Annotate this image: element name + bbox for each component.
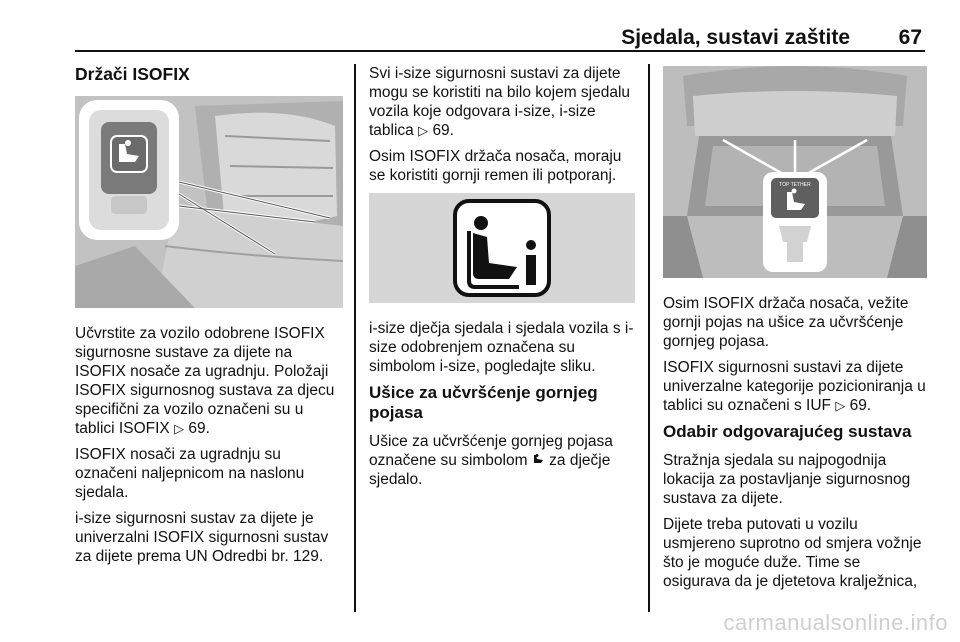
column-3	[663, 64, 927, 598]
watermark: carmanualsonline.info	[723, 610, 948, 635]
ref-arrow-icon: ▷	[418, 123, 429, 138]
header-rule	[75, 50, 925, 52]
column-1	[75, 64, 343, 573]
column-divider-2	[648, 64, 650, 612]
isize-symbol-text: i-size dječja sjedala i sjedala vozila s i-size odobrenjem označena su simbolom i-size, pogledajte sliku.	[369, 320, 634, 375]
section-heading-isofix: Držači ISOFIX	[75, 64, 190, 84]
rearward-facing-text: Dijete treba putovati u vozilu usmjereno suprotno od smjera vožnje što je moguće duže. Time se osigurava da je djetetova kralježnica,	[663, 516, 922, 590]
tether-requirement-text: Osim ISOFIX držača nosača, moraju se koristiti gornji remen ili potporanj.	[369, 148, 622, 184]
page-number: 67	[898, 26, 922, 49]
figure-trunk-tether	[663, 66, 927, 278]
section-heading-tether: Ušice za učvršćenje gornjeg pojasa	[369, 383, 598, 422]
isize-usage-ref: 69.	[432, 122, 454, 139]
tether-attach-text: Osim ISOFIX držača nosača, vežite gornji pojas na ušice za učvršćenje gornjeg pojasa.	[663, 295, 909, 350]
isofix-seat-illustration	[75, 96, 343, 308]
tether-badge-label: TOP TETHER	[779, 182, 811, 188]
column-divider-1	[354, 64, 356, 612]
column-2	[369, 64, 635, 496]
iuf-text: ISOFIX sigurnosni sustavi za dijete univerzalne kategorije pozicioniranja u tablici su označeni s IUF	[663, 359, 926, 414]
isize-usage-text: Svi i-size sigurnosni sustavi za dijete mogu se koristiti na bilo kojem sjedalu vozila koje odgovara i-size, i-size tablica	[369, 65, 631, 139]
isize-icon	[455, 201, 549, 295]
ref-arrow-icon: ▷	[835, 398, 846, 413]
ref-arrow-icon: ▷	[174, 421, 185, 436]
page-header-title: Sjedala, sustavi zaštite	[621, 26, 850, 49]
trunk-tether-illustration	[663, 66, 927, 278]
isofix-intro-ref: 69.	[188, 420, 210, 437]
tether-symbol-text-end: za dječje sjedalo.	[369, 452, 611, 488]
tether-symbol-text: Ušice za učvršćenje gornjeg pojasa označene su simbolom	[369, 433, 613, 469]
section-heading-selection: Odabir odgovarajućeg sustava	[663, 422, 912, 441]
figure-isofix-seat	[75, 96, 343, 308]
isofix-intro-text: Učvrstite za vozilo odobrene ISOFIX sigurnosne sustave za dijete na ISOFIX nosače za ugradnju. Položaji ISOFIX sigurnosnog sustava za djecu specifični za vozilo označeni su u tablici ISOFIX	[75, 325, 335, 437]
isize-symbol-illustration	[369, 193, 635, 303]
iuf-ref: 69.	[849, 397, 872, 414]
figure-isize-symbol	[369, 193, 635, 303]
isofix-label-text: ISOFIX nosači za ugradnju su označeni naljepnicom na naslonu sjedala.	[75, 446, 305, 501]
isize-description-text: i-size sigurnosni sustav za dijete je univerzalni ISOFIX sigurnosni sustav za dijete prema UN Odredbi br. 129.	[75, 510, 329, 565]
rear-seat-text: Stražnja sjedala su najpogodnija lokacija za postavljanje sigurnosnog sustava za dijete.	[663, 452, 911, 507]
top-tether-icon	[532, 454, 545, 466]
